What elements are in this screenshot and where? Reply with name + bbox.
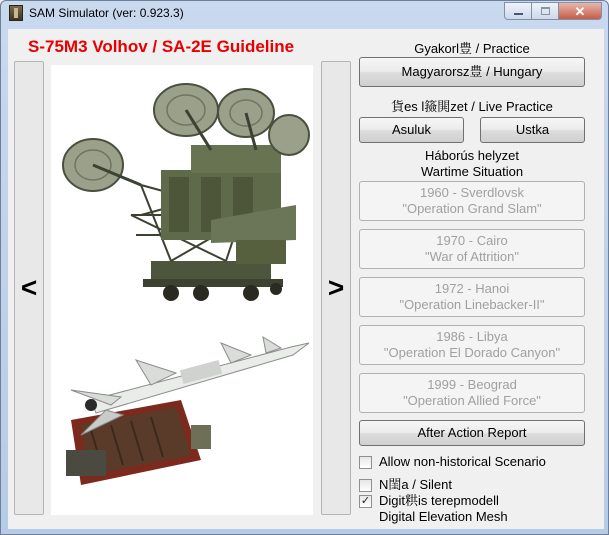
non-historical-checkbox[interactable] xyxy=(359,456,372,469)
window-title: SAM Simulator (ver: 0.923.3) xyxy=(29,6,184,20)
after-action-report-button[interactable]: After Action Report xyxy=(359,420,585,446)
non-historical-label: Allow non-historical Scenario xyxy=(379,454,546,469)
missile-launcher-illustration xyxy=(66,337,309,485)
scenario-year-location: 1999 - Beograd xyxy=(427,377,517,392)
radar-illustration xyxy=(63,84,309,301)
title-bar[interactable] xyxy=(1,1,608,25)
scenario-1960-sverdlovsk-button[interactable] xyxy=(359,181,585,221)
scenario-operation-name: "War of Attrition" xyxy=(425,249,519,264)
scenario-year-location: 1970 - Cairo xyxy=(436,233,508,248)
next-system-button[interactable] xyxy=(321,61,351,515)
close-icon: ✕ xyxy=(574,3,586,19)
app-icon xyxy=(9,5,23,21)
non-historical-option[interactable] xyxy=(359,454,546,470)
elevation-mesh-option[interactable] xyxy=(359,493,508,525)
scenario-1986-libya-button[interactable] xyxy=(359,325,585,365)
scenario-1972-hanoi-button[interactable] xyxy=(359,277,585,317)
scenario-1970-cairo-button[interactable] xyxy=(359,229,585,269)
practice-heading: Gyakorl豊 / Practice xyxy=(414,41,530,56)
scenario-operation-name: "Operation Grand Slam" xyxy=(402,201,542,216)
scenario-1999-beograd-button[interactable] xyxy=(359,373,585,413)
minimize-button[interactable] xyxy=(504,2,531,20)
previous-arrow-icon: < xyxy=(20,272,38,303)
minimize-icon xyxy=(514,13,523,15)
maximize-button[interactable] xyxy=(531,2,558,20)
close-button[interactable] xyxy=(558,2,602,20)
elevation-mesh-label xyxy=(379,493,508,525)
asuluk-button[interactable]: Asuluk xyxy=(359,117,464,143)
elevation-label-english: Digital Elevation Mesh xyxy=(379,509,508,524)
system-illustration xyxy=(51,65,313,515)
client-area xyxy=(8,29,604,529)
maximize-icon xyxy=(541,7,550,15)
system-title: S-75M3 Volhov / SA-2E Guideline xyxy=(28,37,295,56)
system-image-panel xyxy=(51,65,313,515)
wartime-heading-hungarian: Háborús helyzet xyxy=(425,148,519,163)
checkmark-icon: ✓ xyxy=(360,495,371,507)
scenario-year-location: 1972 - Hanoi xyxy=(434,281,510,296)
hungary-practice-button[interactable]: Magyarorsz豊 / Hungary xyxy=(359,57,585,87)
silent-checkbox[interactable] xyxy=(359,479,372,492)
silent-option[interactable] xyxy=(359,477,452,493)
live-practice-heading: 貨es l籡閧zet / Live Practice xyxy=(391,99,553,114)
ustka-button[interactable]: Ustka xyxy=(480,117,585,143)
scenario-year-location: 1986 - Libya xyxy=(436,329,508,344)
elevation-mesh-checkbox[interactable] xyxy=(359,495,372,508)
silent-label: N閨a / Silent xyxy=(379,477,452,492)
caption-buttons xyxy=(504,2,602,20)
previous-system-button[interactable] xyxy=(14,61,44,515)
scenario-operation-name: "Operation El Dorado Canyon" xyxy=(383,345,561,360)
wartime-heading-english: Wartime Situation xyxy=(420,164,524,179)
scenario-operation-name: "Operation Allied Force" xyxy=(403,393,541,408)
elevation-label-hungarian: Digit粠is terepmodell xyxy=(379,493,499,508)
next-arrow-icon: > xyxy=(327,272,345,303)
scenario-operation-name: "Operation Linebacker-II" xyxy=(399,297,545,312)
scenario-year-location: 1960 - Sverdlovsk xyxy=(419,185,525,200)
